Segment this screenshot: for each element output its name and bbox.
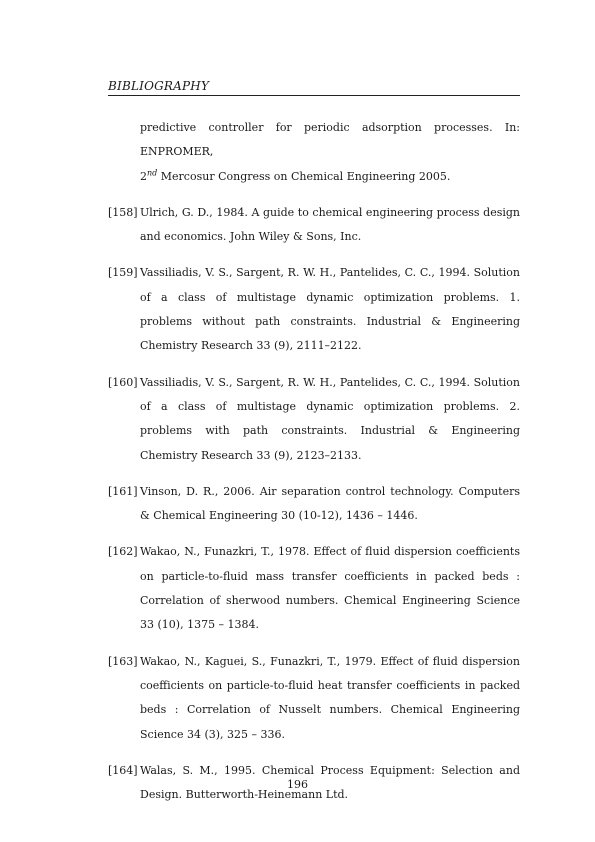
ordinal-number: 2 — [140, 169, 147, 183]
reference-text: Vassiliadis, V. S., Sargent, R. W. H., Pantelides, C. C., 1994. Solution of a class of multistage dynamic optimization problems. 2. problems with path constraints. Industrial & Engineering Chemistry Research 33 (9), 2123–2133. — [140, 375, 520, 462]
reference-number: [162] — [108, 545, 138, 559]
reference-item — [108, 650, 520, 747]
reference-text: Wakao, N., Funazkri, T., 1978. Effect of fluid dispersion coefficients on particle-to-fluid mass transfer coefficients in packed beds : Correlation of sherwood numbers. Chemical Engineering Science 33 (10), 1375 – 1384. — [140, 545, 520, 632]
running-header: BIBLIOGRAPHY — [108, 79, 520, 96]
continuation-line-2: Mercosur Congress on Chemical Engineering 2005. — [157, 169, 451, 183]
reference-item — [108, 371, 520, 468]
reference-number: [158] — [108, 205, 138, 219]
reference-item — [108, 480, 520, 529]
reference-text: Vassiliadis, V. S., Sargent, R. W. H., Pantelides, C. C., 1994. Solution of a class of multistage dynamic optimization problems. 1. problems without path constraints. Industrial & Engineering Chemistry Research 33 (9), 2111–2122. — [140, 266, 520, 353]
page-number: 196 — [287, 778, 308, 791]
reference-text: Wakao, N., Kaguei, S., Funazkri, T., 1979. Effect of fluid dispersion coefficients on particle-to-fluid heat transfer coefficients in packed beds : Correlation of Nusselt numbers. Chemical Engineering Science 34 (3), 325 – 336. — [140, 654, 520, 741]
reference-continuation — [108, 116, 520, 189]
reference-number: [160] — [108, 375, 138, 389]
reference-text: Ulrich, G. D., 1984. A guide to chemical engineering process design and economics. John Wiley & Sons, Inc. — [140, 205, 520, 244]
reference-item — [108, 261, 520, 358]
reference-number: [161] — [108, 484, 138, 498]
reference-text: Walas, S. M., 1995. Chemical Process Equipment: Selection and Design. Butterworth-Heinemann Ltd. — [140, 763, 520, 802]
reference-item — [108, 540, 520, 637]
reference-number: [159] — [108, 266, 138, 280]
reference-item — [108, 201, 520, 250]
reference-number: [163] — [108, 654, 138, 668]
reference-number: [164] — [108, 763, 138, 777]
ordinal-superscript: nd — [147, 167, 158, 177]
bibliography-list — [108, 116, 520, 819]
reference-text: Vinson, D. R., 2006. Air separation control technology. Computers & Chemical Engineering 30 (10-12), 1436 – 1446. — [140, 484, 520, 523]
continuation-line-1: predictive controller for periodic adsorption processes. In: ENPROMER, — [140, 121, 520, 159]
